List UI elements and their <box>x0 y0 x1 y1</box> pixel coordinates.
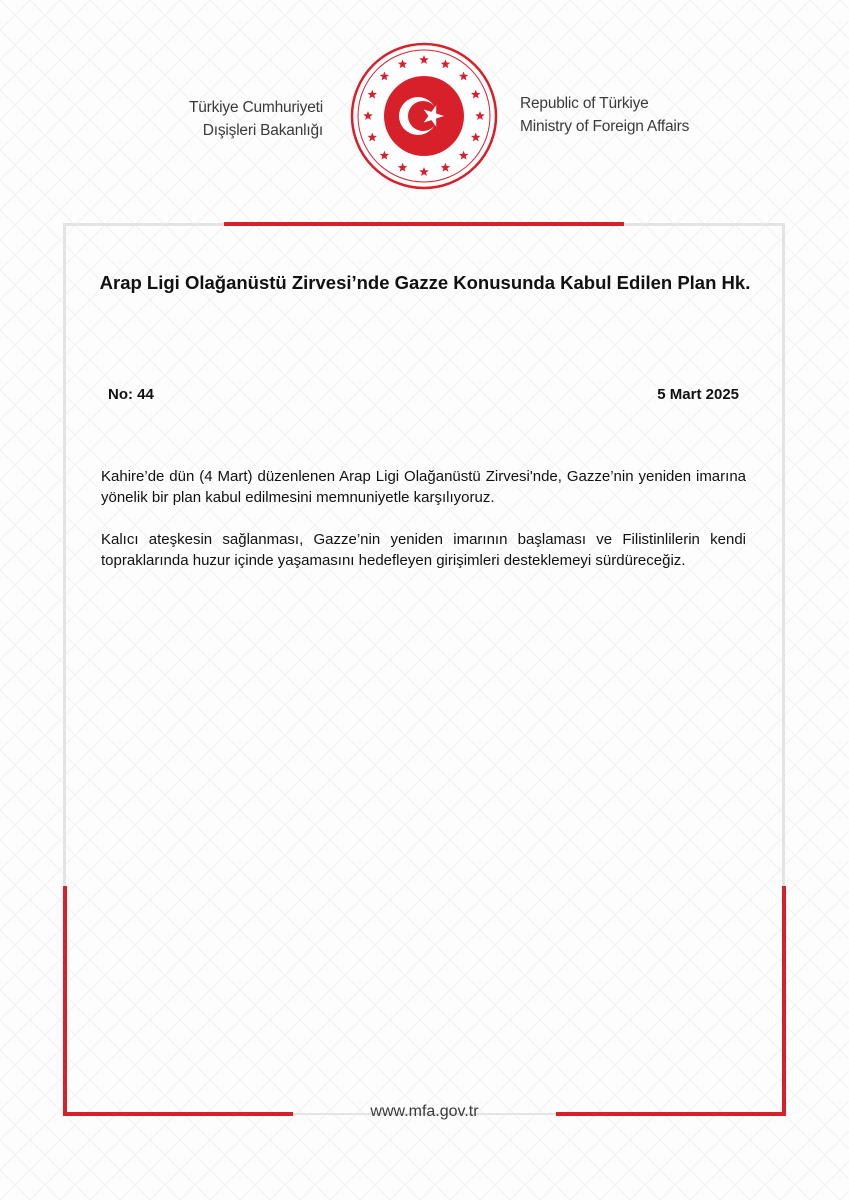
header-right-line1: Republic of Türkiye <box>520 95 649 112</box>
frame-right-border <box>782 224 785 886</box>
body-paragraph-2: Kalıcı ateşkesin sağlanması, Gazze’nin yeniden imarının başlaması ve Filistinlilerin kendi topraklarında huzur içinde yaşamasını hedefleyen girişimleri desteklemeyi sürdüreceğiz. <box>101 531 746 569</box>
frame-left-accent <box>63 886 67 1116</box>
header-left-line1: Türkiye Cumhuriyeti <box>188 99 323 116</box>
frame-left-border <box>63 224 66 886</box>
ministry-name-turkish <box>189 96 323 142</box>
document-number: No: 44 <box>108 386 154 403</box>
document-date: 5 Mart 2025 <box>657 386 739 403</box>
ministry-name-english <box>520 92 689 138</box>
body-paragraph-1: Kahire’de dün (4 Mart) düzenlenen Arap Ligi Olağanüstü Zirvesi'nde, Gazze’nin yeniden imarına yönelik bir plan kabul edilmesini memnuniyetle karşılıyoruz. <box>101 468 746 506</box>
header-left-line2: Dışişleri Bakanlığı <box>202 122 323 139</box>
document-title: Arap Ligi Olağanüstü Zirvesi’nde Gazze Konusunda Kabul Edilen Plan Hk. <box>99 272 751 293</box>
frame-top-accent <box>224 222 624 226</box>
footer-website-link[interactable]: www.mfa.gov.tr <box>370 1103 479 1120</box>
frame-right-accent <box>782 886 786 1116</box>
header-right-line2: Ministry of Foreign Affairs <box>520 118 690 135</box>
document-body <box>101 466 746 592</box>
crescent-star-seal-icon <box>350 42 498 190</box>
